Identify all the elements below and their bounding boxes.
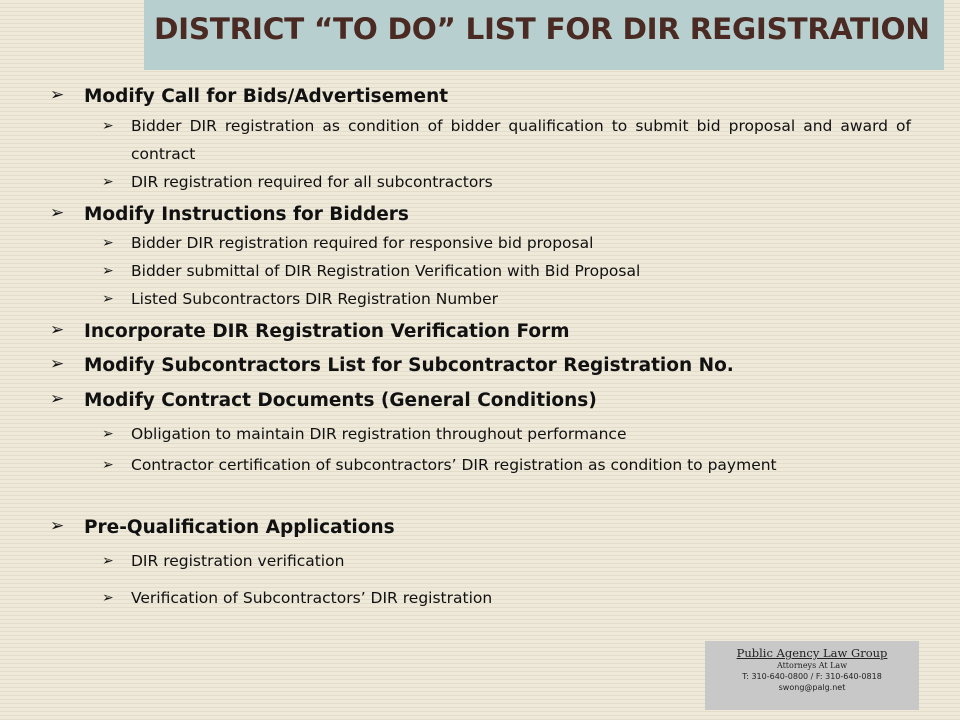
arrow-bullet-icon: ➢ [50,516,65,536]
list-subitem: Listed Subcontractors DIR Registration Number [131,290,498,308]
firm-phone: T: 310-640-0800 / F: 310-640-0818 [742,672,882,681]
arrow-bullet-icon: ➢ [50,203,65,223]
list-item-heading: Modify Call for Bids/Advertisement [84,86,449,107]
arrow-bullet-icon: ➢ [50,389,65,409]
list-subitem: Verification of Subcontractors’ DIR registration [131,589,493,607]
arrow-bullet-icon: ➢ [102,263,114,279]
arrow-bullet-icon: ➢ [102,457,114,473]
list-subitem: Bidder submittal of DIR Registration Verification with Bid Proposal [131,262,641,280]
arrow-bullet-icon: ➢ [102,235,114,251]
arrow-bullet-icon: ➢ [102,118,114,134]
arrow-bullet-icon: ➢ [102,590,114,606]
page-title: DISTRICT “TO DO” LIST FOR DIR REGISTRATION [154,12,930,46]
list-subitem: Bidder DIR registration required for responsive bid proposal [131,234,594,252]
list-item-heading: Modify Subcontractors List for Subcontractor Registration No. [84,355,734,376]
arrow-bullet-icon: ➢ [50,85,65,105]
list-subitem: Bidder DIR registration as condition of bidder qualification to submit bid proposal and award of contract [131,117,911,163]
arrow-bullet-icon: ➢ [102,174,114,190]
arrow-bullet-icon: ➢ [102,291,114,307]
list-subitem: DIR registration verification [131,552,345,570]
list-item-heading: Incorporate DIR Registration Verification Form [84,321,570,342]
firm-name: Public Agency Law Group [736,646,888,660]
arrow-bullet-icon: ➢ [102,426,114,442]
list-subitem: Contractor certification of subcontractors’ DIR registration as condition to payment [131,456,777,474]
firm-email: swong@palg.net [778,683,846,692]
list-item-heading: Modify Instructions for Bidders [84,204,409,225]
firm-subtitle: Attorneys At Law [776,661,848,670]
list-item-heading: Pre-Qualification Applications [84,517,395,538]
list-item-heading: Modify Contract Documents (General Conditions) [84,390,597,411]
arrow-bullet-icon: ➢ [50,320,65,340]
list-subitem: DIR registration required for all subcontractors [131,173,493,191]
arrow-bullet-icon: ➢ [102,553,114,569]
firm-footer [705,641,919,710]
arrow-bullet-icon: ➢ [50,354,65,374]
list-subitem: Obligation to maintain DIR registration throughout performance [131,425,627,443]
